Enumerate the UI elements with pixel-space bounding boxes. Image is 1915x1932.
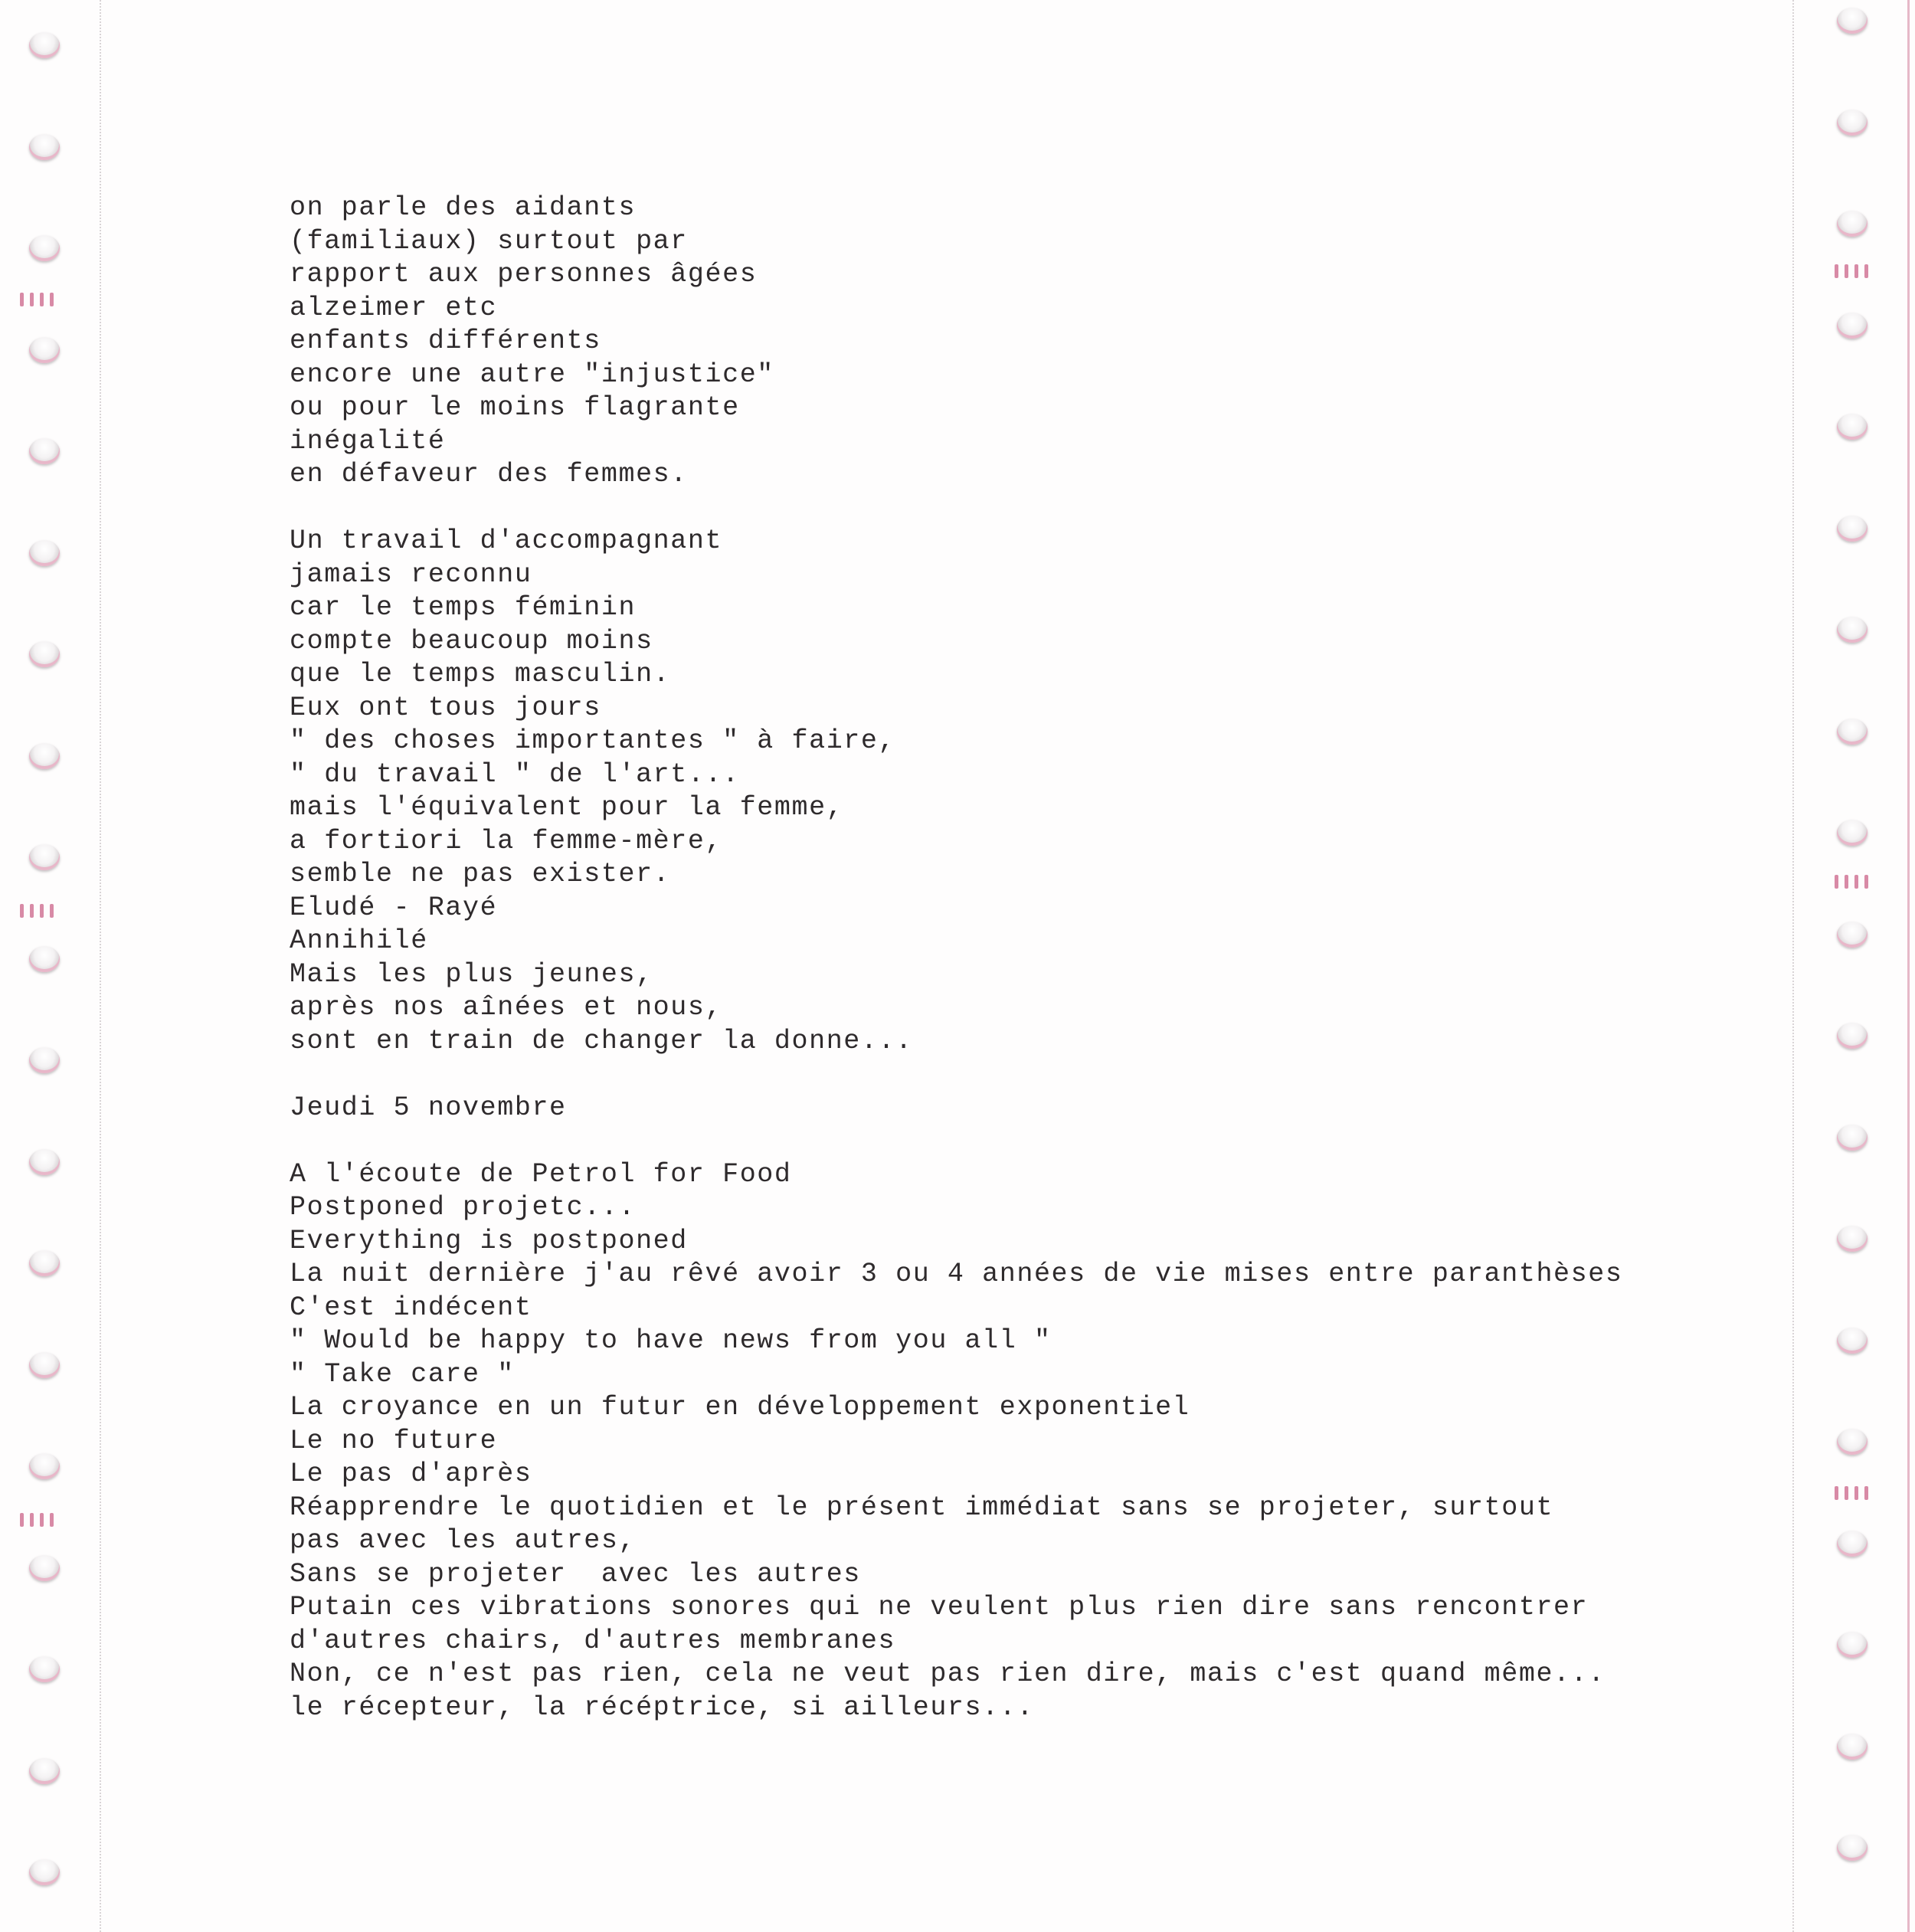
text-line: Le no future [290,1425,498,1456]
typed-text-body [290,192,1684,1724]
paragraph-gap [290,492,1684,526]
text-line: Annihilé [290,925,428,956]
perforation-hole [1837,516,1868,542]
text-line: Putain ces vibrations sonores qui ne veulent plus rien dire sans rencontrer [290,1592,1589,1623]
text-line: a fortiori la femme-mère, [290,825,723,856]
perforation-hole [1837,313,1868,339]
text-line: sont en train de changer la donne... [290,1025,913,1056]
text-line: alzeimer etc [290,292,498,323]
text-line: A l'écoute de Petrol for Food [290,1158,792,1190]
text-line: on parle des aidants [290,192,637,223]
perforation-hole [29,134,60,160]
perforation-hole [29,641,60,667]
perforation-tick-mark [20,904,54,918]
text-line: C'est indécent [290,1292,532,1323]
text-line: Postponed projetc... [290,1192,637,1223]
text-line: La croyance en un futur en développement exponentiel [290,1392,1190,1423]
text-line: que le temps masculin. [290,659,671,689]
text-line: Réapprendre le quotidien et le présent immédiat sans se projeter, surtout [290,1492,1554,1523]
text-line: inégalité [290,425,446,457]
perforation-hole [29,743,60,769]
perforation-hole [29,1047,60,1073]
text-line: jamais reconnu [290,558,532,590]
paragraph-gap [290,1125,1684,1158]
text-line: d'autres chairs, d'autres membranes [290,1625,896,1656]
paragraph-gap [290,1058,1684,1092]
text-line: Eux ont tous jours [290,692,601,723]
perforation-tick-mark [1835,1486,1868,1500]
perforation-hole [1837,922,1868,948]
text-line: semble ne pas exister. [290,859,671,889]
perforation-hole [1837,820,1868,846]
paper-edge-line [1907,0,1910,1932]
text-line: (familiaux) surtout par [290,225,688,257]
perforation-hole [1837,1632,1868,1658]
perforation-hole [1837,1429,1868,1455]
perforation-hole [29,32,60,58]
perforation-hole [29,1555,60,1581]
text-line: Un travail d'accompagnant [290,526,723,556]
text-line: La nuit dernière j'au rêvé avoir 3 ou 4 années de vie mises entre paranthèses [290,1259,1623,1289]
perforation-hole [1837,1023,1868,1049]
text-line: Non, ce n'est pas rien, cela ne veut pas rien dire, mais c'est quand même... [290,1659,1606,1689]
perforation-hole [29,540,60,566]
perforation-hole [1837,1835,1868,1861]
text-line: mais l'équivalent pour la femme, [290,792,844,823]
perforation-hole [29,1758,60,1784]
text-line: compte beaucoup moins [290,625,653,657]
text-line: " du travail " de l'art... [290,758,740,790]
perforation-hole [29,1352,60,1378]
perforation-tick-mark [20,1513,54,1527]
perforation-hole [1837,211,1868,237]
perforation-hole [1837,1226,1868,1252]
text-line: Le pas d'après [290,1459,532,1489]
text-line: car le temps féminin [290,592,637,623]
perforation-hole [29,337,60,363]
text-line: Eludé - Rayé [290,892,498,923]
perforation-hole [29,1250,60,1276]
perforation-tick-mark [1835,264,1868,278]
perforation-hole [1837,8,1868,34]
perforation-hole [1837,414,1868,440]
perforation-hole [29,235,60,261]
perforation-hole [1837,110,1868,136]
perforation-hole [29,1859,60,1885]
perforation-hole [29,1656,60,1682]
text-line: Sans se projeter avec les autres [290,1558,861,1590]
text-line: " des choses importantes " à faire, [290,725,896,756]
text-line: après nos aînées et nous, [290,992,723,1023]
perforation-hole [29,844,60,870]
text-line: le récepteur, la récéptrice, si ailleurs... [290,1691,1034,1723]
text-line: rapport aux personnes âgées [290,259,758,290]
perforation-tick-mark [1835,875,1868,889]
text-line: ou pour le moins flagrante [290,392,740,423]
perforation-hole [29,1149,60,1175]
text-line: en défaveur des femmes. [290,459,688,490]
perforation-hole [1837,617,1868,643]
perforation-hole [29,438,60,464]
perforation-hole [1837,1125,1868,1151]
text-line: Mais les plus jeunes, [290,958,653,990]
text-line: Everything is postponed [290,1225,688,1256]
perforation-hole [1837,1328,1868,1354]
perforation-hole [1837,1734,1868,1760]
text-line: " Take care " [290,1358,515,1390]
perforation-hole [29,1453,60,1479]
date-heading: Jeudi 5 novembre [290,1092,567,1123]
perforation-hole [1837,1531,1868,1557]
perforation-tick-mark [20,293,54,306]
text-line: " Would be happy to have news from you all " [290,1325,1052,1356]
text-line: enfants différents [290,326,601,356]
text-line: pas avec les autres, [290,1525,637,1556]
perforation-hole [1837,719,1868,745]
text-line: encore une autre "injustice" [290,359,774,390]
perforation-hole [29,946,60,972]
